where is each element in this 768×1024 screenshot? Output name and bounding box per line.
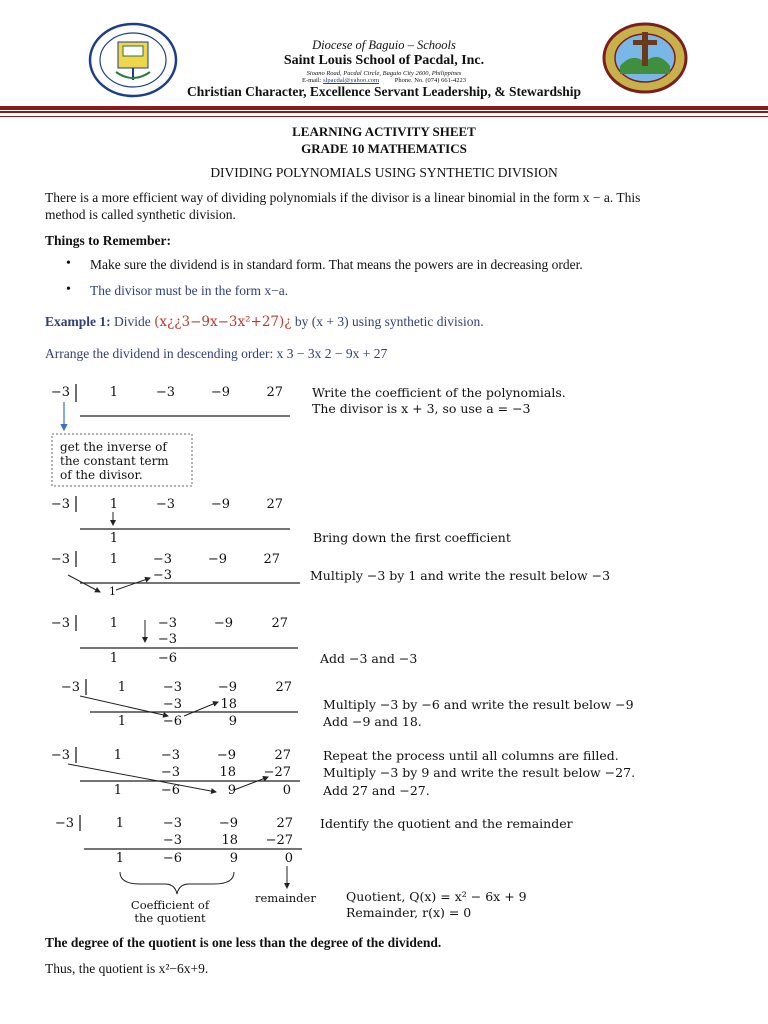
inverse-box-line-2: the constant term bbox=[60, 454, 169, 468]
coef-1: 1 bbox=[109, 552, 118, 567]
coef-3: −9 bbox=[218, 816, 238, 831]
product-1: −3 bbox=[162, 697, 182, 712]
product-3: −27 bbox=[265, 833, 293, 848]
result-3: 9 bbox=[229, 851, 238, 866]
school-name: Saint Louis School of Pacdal, Inc. bbox=[283, 53, 485, 68]
coef-1: 1 bbox=[109, 616, 118, 631]
result-3: 9 bbox=[228, 714, 237, 729]
remember-item-1: Make sure the dividend is in standard form. That means the powers are in decreasing order. bbox=[90, 257, 583, 272]
coef-4: 27 bbox=[266, 385, 283, 400]
step1-note-2: The divisor is x + 3, so use a = −3 bbox=[312, 401, 531, 416]
diocese-text: Diocese of Baguio – Schools bbox=[312, 38, 456, 52]
coef-3: −9 bbox=[207, 552, 227, 567]
coef-3: −9 bbox=[217, 680, 237, 695]
coef-4: 27 bbox=[274, 748, 291, 763]
email-link[interactable]: slpacdal@yahoo.com bbox=[323, 77, 380, 84]
arrange-line: Arrange the dividend in descending order: x 3 − 3x 2 − 9x + 27 bbox=[45, 346, 388, 361]
coef-4: 27 bbox=[271, 616, 288, 631]
result-4: 0 bbox=[282, 783, 291, 798]
inverse-box-line-3: of the divisor. bbox=[60, 468, 143, 482]
coef-1: 1 bbox=[109, 385, 118, 400]
step1-note-1: Write the coefficient of the polynomials. bbox=[312, 385, 566, 400]
example-label: Example 1: bbox=[45, 314, 111, 329]
remainder-result: Remainder, r(x) = 0 bbox=[346, 905, 472, 920]
result-2: −6 bbox=[162, 714, 182, 729]
step2-note: Bring down the first coefficient bbox=[313, 530, 511, 545]
result-1: 1 bbox=[115, 851, 124, 866]
topic-title: DIVIDING POLYNOMIALS USING SYNTHETIC DIVISION bbox=[210, 165, 558, 180]
coef-3: −9 bbox=[210, 385, 230, 400]
product-1: −3 bbox=[160, 765, 180, 780]
coef-2: −3 bbox=[155, 385, 175, 400]
divisor-value: −3 bbox=[50, 616, 70, 631]
divisor-value: −3 bbox=[60, 680, 80, 695]
step6-note-1: Repeat the process until all columns are filled. bbox=[323, 748, 619, 763]
coef-2: −3 bbox=[155, 497, 175, 512]
intro-line-2: method is called synthetic division. bbox=[45, 207, 236, 222]
step7-note: Identify the quotient and the remainder bbox=[320, 816, 573, 831]
school-address: Sioano Road, Pacdal Circle, Baguio City 2600, Philippines bbox=[306, 70, 462, 77]
grade-title: GRADE 10 MATHEMATICS bbox=[301, 141, 467, 156]
bullet-icon: • bbox=[66, 256, 71, 271]
step5-note-1: Multiply −3 by −6 and write the result below −9 bbox=[323, 697, 634, 712]
coef-3: −9 bbox=[213, 616, 233, 631]
sheet-title: LEARNING ACTIVITY SHEET bbox=[292, 124, 476, 139]
step6-note-2: Multiply −3 by 9 and write the result below −27. bbox=[323, 765, 636, 780]
coef-1: 1 bbox=[115, 816, 124, 831]
example-expression: (x¿¿3−9x−3x²+27)¿ bbox=[154, 314, 292, 330]
divisor-value: −3 bbox=[50, 497, 70, 512]
result-1: 1 bbox=[109, 585, 116, 598]
remember-item-2: The divisor must be in the form x−a. bbox=[90, 283, 289, 298]
coef-4: 27 bbox=[263, 552, 280, 567]
quotient-result: Quotient, Q(x) = x² − 6x + 9 bbox=[346, 889, 527, 904]
result-4: 0 bbox=[284, 851, 293, 866]
divisor-value: −3 bbox=[54, 816, 74, 831]
step6-note-3: Add 27 and −27. bbox=[323, 783, 430, 798]
coef-2: −3 bbox=[162, 680, 182, 695]
product-2: 18 bbox=[219, 765, 236, 780]
example-divide: Divide bbox=[114, 314, 151, 329]
step3-note: Multiply −3 by 1 and write the result below −3 bbox=[310, 568, 611, 583]
coef-2: −3 bbox=[162, 816, 182, 831]
inverse-box-line-1: get the inverse of bbox=[60, 440, 167, 454]
remainder-label: remainder bbox=[255, 891, 316, 905]
contact-line: E-mail: slpacdal@yahoo.com Phone. No. (074) 661-4223 bbox=[301, 77, 467, 84]
divisor-value: −3 bbox=[50, 385, 70, 400]
result-1: 1 bbox=[117, 714, 126, 729]
result-3: 9 bbox=[227, 783, 236, 798]
coef-1: 1 bbox=[113, 748, 122, 763]
intro-line-1: There is a more efficient way of dividing polynomials if the divisor is a linear binomial in the form x − a. This bbox=[45, 190, 641, 205]
coef-3: −9 bbox=[216, 748, 236, 763]
coef-4: 27 bbox=[276, 816, 293, 831]
remember-heading: Things to Remember: bbox=[45, 233, 171, 248]
product-1: −3 bbox=[157, 632, 177, 647]
bullet-icon: • bbox=[66, 282, 71, 297]
coef-4: 27 bbox=[275, 680, 292, 695]
product-2: 18 bbox=[220, 697, 237, 712]
result-1: 1 bbox=[109, 531, 118, 546]
result-2: −6 bbox=[162, 851, 182, 866]
degree-statement: The degree of the quotient is one less than the degree of the dividend. bbox=[45, 935, 442, 950]
coef-1: 1 bbox=[117, 680, 126, 695]
result-2: −6 bbox=[157, 651, 177, 666]
motto: Christian Character, Excellence Servant Leadership, & Stewardship bbox=[187, 84, 581, 99]
product-2: 18 bbox=[221, 833, 238, 848]
coef-2: −3 bbox=[152, 552, 172, 567]
result-1: 1 bbox=[113, 783, 122, 798]
product-3: −27 bbox=[263, 765, 291, 780]
coef-4: 27 bbox=[266, 497, 283, 512]
result-1: 1 bbox=[109, 651, 118, 666]
coef-1: 1 bbox=[109, 497, 118, 512]
product-1: −3 bbox=[152, 568, 172, 583]
quotient-statement: Thus, the quotient is x²−6x+9. bbox=[45, 961, 209, 976]
result-2: −6 bbox=[160, 783, 180, 798]
coef-2: −3 bbox=[157, 616, 177, 631]
divisor-value: −3 bbox=[50, 552, 70, 567]
step5-note-2: Add −9 and 18. bbox=[323, 714, 422, 729]
coefficient-label-2: the quotient bbox=[134, 911, 206, 925]
product-1: −3 bbox=[162, 833, 182, 848]
example-by: by (x + 3) using synthetic division. bbox=[294, 314, 484, 329]
coef-3: −9 bbox=[210, 497, 230, 512]
step4-note: Add −3 and −3 bbox=[320, 651, 418, 666]
coef-2: −3 bbox=[160, 748, 180, 763]
coefficient-label-1: Coefficient of bbox=[130, 898, 210, 912]
divisor-value: −3 bbox=[50, 748, 70, 763]
